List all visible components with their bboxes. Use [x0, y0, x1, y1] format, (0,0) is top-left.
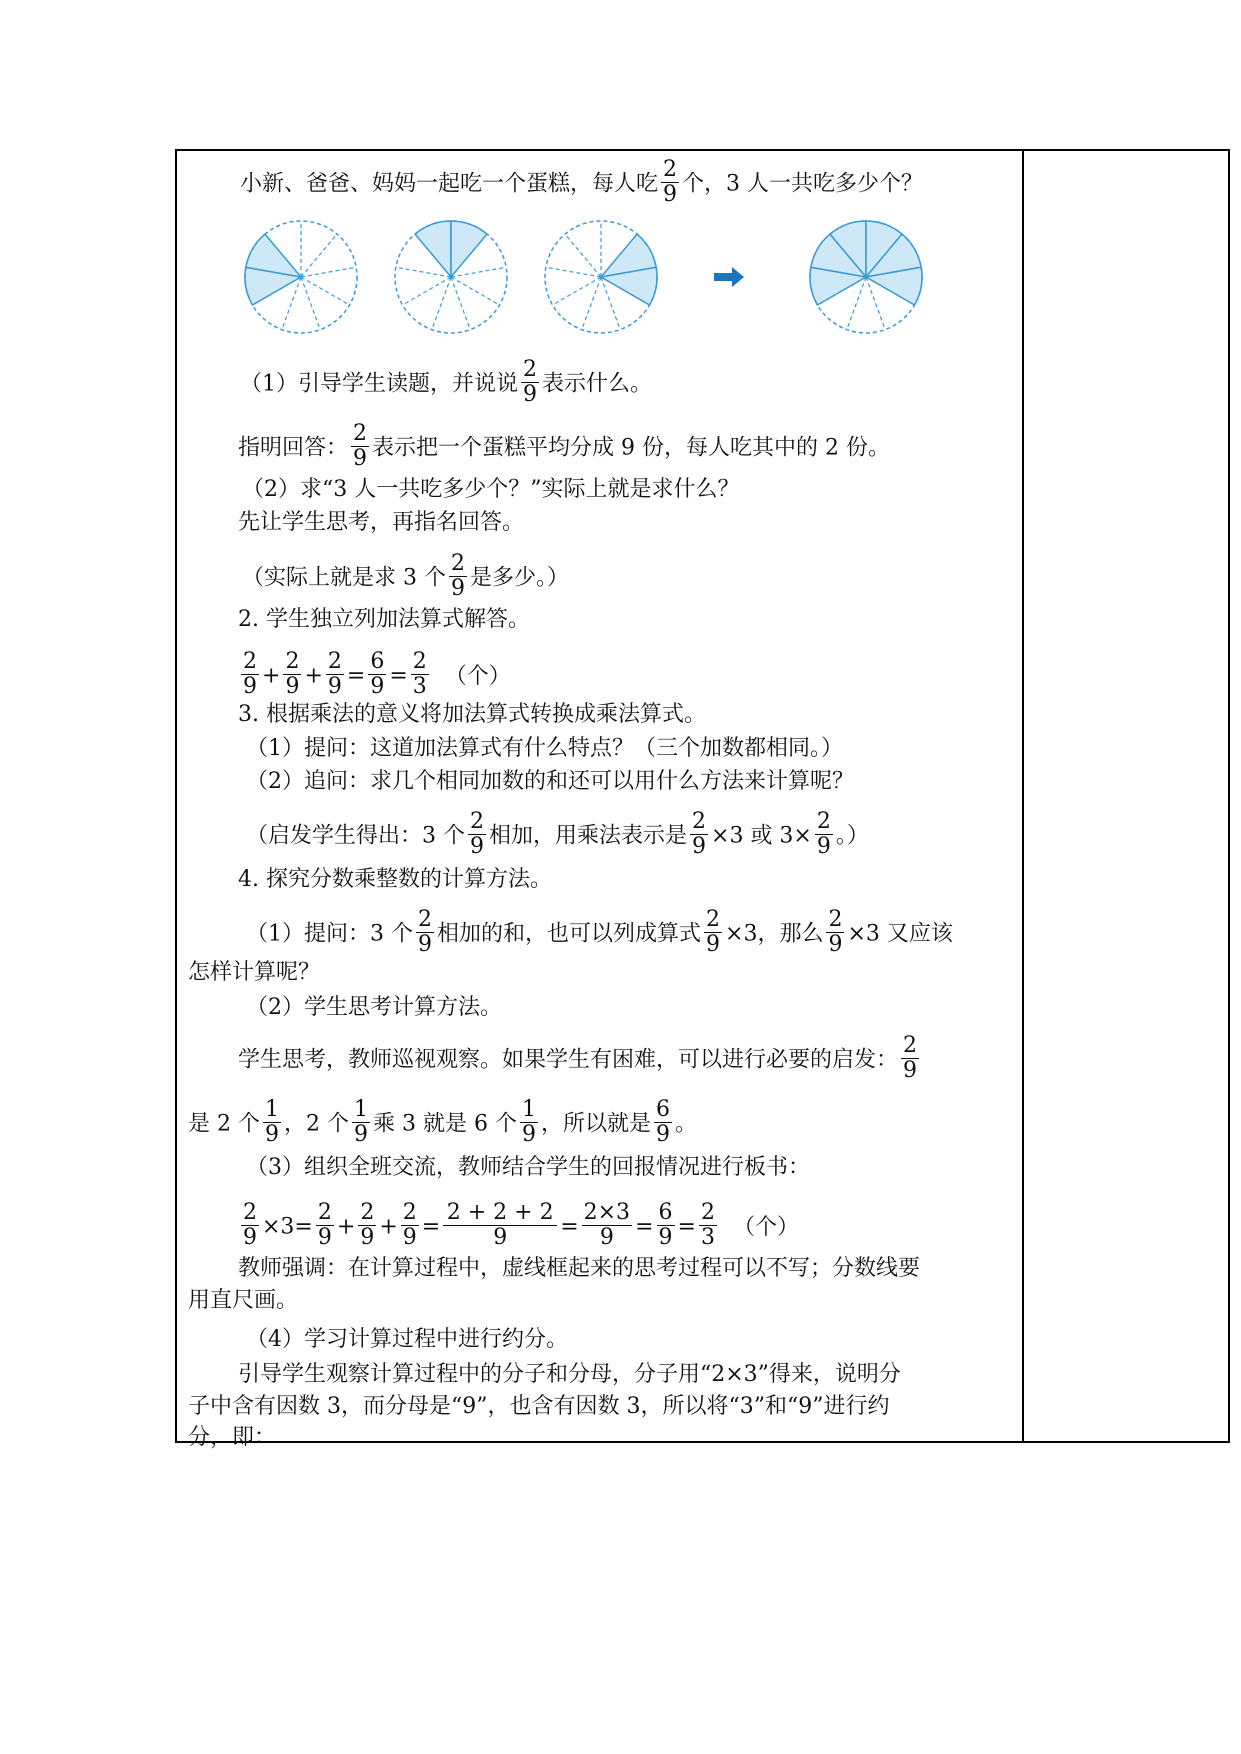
- step3-hint: （启发学生得出：3 个 $\frac{2}{9}$ 相加，用乘法表示是 $\frac{2}{9}$ ×3 或 3× $\frac{2}{9}$ 。）: [246, 809, 869, 859]
- slice-line: [451, 277, 499, 305]
- step1-b: 指明回答： $\frac{2}{9}$ 表示把一个蛋糕平均分成 9 份，每人吃其中的 2 份。: [238, 421, 890, 471]
- note-line-2: 用直尺画。: [188, 1288, 299, 1313]
- slice-line: [546, 267, 601, 277]
- step1-e: （实际上就是求 3 个 $\frac{2}{9}$ 是多少。）: [242, 551, 569, 601]
- step1-c: （2）求“3 人一共吃多少个？”实际上就是求什么？: [242, 477, 740, 502]
- right-arrow-icon: [714, 267, 744, 287]
- problem-statement: [240, 157, 924, 209]
- cake-figure: [0, 210, 1241, 350]
- step3-q2: （2）追问：求几个相同加数的和还可以用什么方法来计算呢？: [246, 769, 854, 794]
- step4-q1: （1）提问：3 个 $\frac{2}{9}$ 相加的和，也可以列成算式 $\frac{2}{9}$ ×3，那么 $\frac{2}{9}$ ×3 又应该: [246, 907, 953, 957]
- slice-line: [396, 267, 451, 277]
- fraction: $\frac{2}{9}$: [663, 157, 678, 207]
- dashed-thinking-fraction: $\frac{2 + 2 + 2}{9}$: [443, 1201, 557, 1250]
- slice-line: [403, 277, 451, 305]
- slice-line: [301, 267, 356, 277]
- cake-one: [245, 221, 357, 333]
- reduce-line-1: 引导学生观察计算过程中的分子和分母，分子用“2×3”得来，说明分: [238, 1362, 901, 1387]
- slice-line: [432, 277, 451, 330]
- step3-q1: （1）提问：这道加法算式有什么特点？（三个加数都相同。）: [246, 736, 843, 761]
- reduce-line-2: 子中含有因数 3，而分母是“9”，也含有因数 3，所以将“3”和“9”进行约: [188, 1394, 890, 1419]
- step4-q3: （3）组织全班交流，教师结合学生的回报情况进行板书：: [246, 1155, 810, 1180]
- cake-total: [810, 221, 922, 333]
- step4-p2: 是 2 个 $\frac{1}{9}$ ，2 个 $\frac{1}{9}$ 乘 3 就是 6 个 $\frac{1}{9}$ ，所以就是 $\frac{6}{9}$ 。: [188, 1097, 697, 1147]
- step2-title: 2. 学生独立列加法算式解答。: [238, 607, 530, 632]
- step1-a: （1）引导学生读题，并说说 $\frac{2}{9}$ 表示什么。: [240, 357, 653, 407]
- cake-two: [395, 221, 507, 333]
- multiplication-equation: $\frac{2}{9}$ ×3= $\frac{2}{9}$ + $\frac{2}{9}$ + $\frac{2}{9}$ = $\frac{2 + 2 + 2}{9}$ = $\frac{2\times 3}{9}$ = $\frac{6}{9}$ = $\frac{2}{3}$ （个）: [243, 1200, 799, 1250]
- problem-text-before: 小新、爸爸、妈妈一起吃一个蛋糕，每人吃: [240, 171, 659, 197]
- step4-q2: （2）学生思考计算方法。: [246, 995, 502, 1020]
- slice-line: [301, 277, 320, 330]
- step4-title: 4. 探究分数乘整数的计算方法。: [238, 867, 552, 892]
- slice-line: [582, 277, 601, 330]
- step4-q1-cont: 怎样计算呢？: [188, 960, 321, 985]
- slice-line: [451, 277, 470, 330]
- step4-q4: （4）学习计算过程中进行约分。: [246, 1327, 568, 1352]
- fraction: $\frac{2}{9}$: [450, 551, 465, 601]
- slice-line: [565, 234, 601, 277]
- slice-line: [301, 234, 337, 277]
- slice-line: [301, 277, 349, 305]
- cake-three: [545, 221, 657, 333]
- fraction: $\frac{2}{9}$: [353, 421, 368, 471]
- note-line-1: 教师强调：在计算过程中，虚线框起来的思考过程可以不写；分数线要: [238, 1256, 921, 1281]
- step3-title: 3. 根据乘法的意义将加法算式转换成乘法算式。: [238, 702, 706, 727]
- step1-d: 先让学生思考，再指名回答。: [238, 510, 525, 535]
- step4-p1: 学生思考，教师巡视观察。如果学生有困难，可以进行必要的启发： $\frac{2}{9}$: [238, 1033, 918, 1083]
- slice-line: [553, 277, 601, 305]
- problem-text-after: 个，3 人一共吃多少个？: [682, 171, 924, 197]
- slice-line: [451, 267, 506, 277]
- addition-equation: $\frac{2}{9}$ + $\frac{2}{9}$ + $\frac{2}{9}$ = $\frac{6}{9}$ = $\frac{2}{3}$ （个）: [243, 649, 511, 699]
- reduce-line-3: 分，即：: [188, 1425, 277, 1450]
- fraction: $\frac{2}{9}$: [523, 357, 537, 407]
